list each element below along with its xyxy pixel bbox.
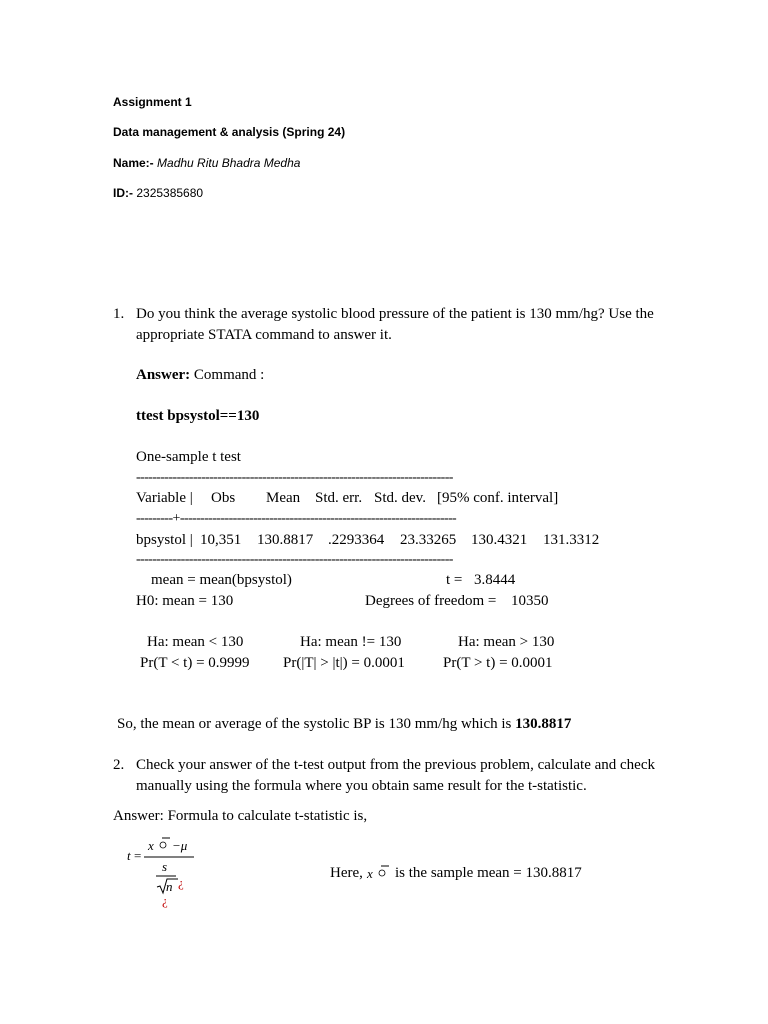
dash-line-bottom: ------------------------------------------------------------------------------	[136, 552, 453, 567]
df-value: 10350	[511, 593, 549, 609]
p-not-equal: Pr(|T| > |t|) = 0.0001	[283, 655, 405, 671]
col-obs: Obs	[211, 490, 236, 506]
col-std-dev: Std. dev.	[374, 490, 426, 506]
df-label: Degrees of freedom =	[365, 593, 497, 609]
placeholder-2: ¿	[162, 893, 168, 908]
dash-line-top: ------------------------------------------------------------------------------	[136, 470, 453, 485]
course-title: Data management & analysis (Spring 24)	[113, 125, 346, 139]
q2-answer-intro: Answer: Formula to calculate t-statistic is,	[113, 808, 368, 824]
here-xbar-icon	[375, 864, 391, 878]
ha-less: Ha: mean < 130	[147, 634, 244, 650]
q1-number: 1.	[113, 306, 125, 322]
formula-equals: =	[134, 848, 142, 863]
formula-t: t	[127, 848, 131, 863]
mean-definition: mean = mean(bpsystol)	[151, 572, 292, 588]
placeholder-1: ¿	[178, 875, 184, 890]
here-x: x	[367, 866, 373, 881]
col-conf-interval: [95% conf. interval]	[437, 490, 559, 506]
q1-text: Do you think the average systolic blood pressure of the patient is 130 mm/hg? Use the appropriate STATA command to answer it.	[136, 306, 654, 343]
stata-command: ttest bpsystol==130	[136, 408, 260, 424]
row-ci-high: 131.3312	[543, 532, 600, 548]
row-obs: 10,351	[200, 532, 242, 548]
h0: H0: mean = 130	[136, 593, 234, 609]
formula-minus-mu: −μ	[172, 838, 188, 853]
ha-not-equal: Ha: mean != 130	[300, 634, 402, 650]
row-variable: bpsystol |	[136, 532, 193, 548]
p-greater: Pr(T > t) = 0.0001	[443, 655, 553, 671]
col-variable: Variable |	[136, 490, 193, 506]
assignment-title: Assignment 1	[113, 95, 192, 109]
student-id: ID:- 2325385680	[113, 186, 204, 200]
here-suffix: is the sample mean = 130.8817	[395, 865, 582, 881]
t-label: t =	[446, 572, 463, 588]
col-std-err: Std. err.	[315, 490, 363, 506]
row-std-err: .2293364	[328, 532, 385, 548]
ha-greater: Ha: mean > 130	[458, 634, 555, 650]
q1-answer: Answer: Command :	[136, 367, 265, 383]
t-value: 3.8444	[474, 572, 516, 588]
formula-x: x	[148, 838, 154, 853]
row-mean: 130.8817	[257, 532, 314, 548]
formula-n: n	[166, 879, 173, 894]
formula-s: s	[162, 859, 168, 874]
q2-number: 2.	[113, 757, 125, 773]
xbar-symbol-icon	[156, 836, 172, 850]
row-std-dev: 23.33265	[400, 532, 457, 548]
p-less: Pr(T < t) = 0.9999	[140, 655, 250, 671]
row-ci-low: 130.4321	[471, 532, 528, 548]
student-name: Name:- Madhu Ritu Bhadra Medha	[113, 156, 301, 170]
fraction-bar	[144, 856, 196, 858]
dash-line-mid: ---------+--------------------------------------------------------------------	[136, 511, 457, 526]
col-mean: Mean	[266, 490, 301, 506]
here-prefix: Here,	[330, 865, 363, 881]
output-title: One-sample t test	[136, 449, 241, 465]
q2-text: Check your answer of the t-test output from the previous problem, calculate and check manually using the formula where you obtain same result for the t-statistic.	[136, 757, 655, 794]
conclusion: So, the mean or average of the systolic BP is 130 mm/hg which is 130.8817	[117, 716, 572, 732]
